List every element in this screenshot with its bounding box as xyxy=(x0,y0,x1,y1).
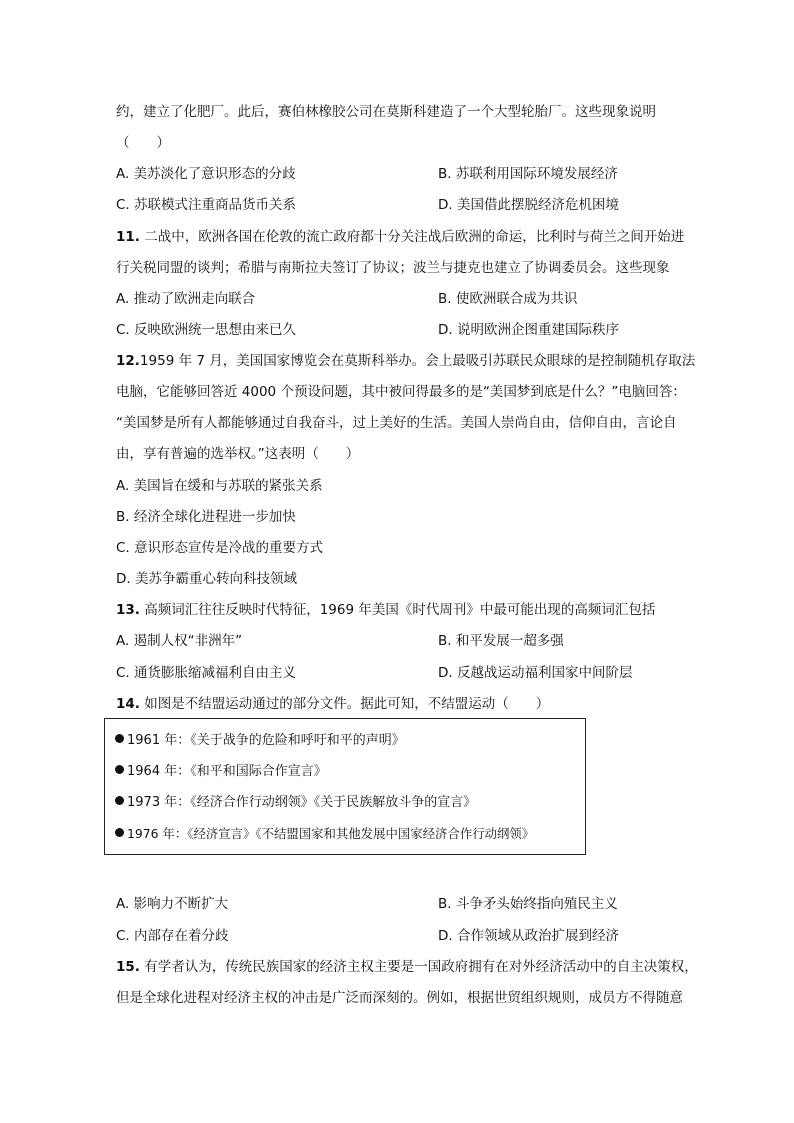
q11-option-d[interactable]: D. 说明欧洲企图重建国际秩序 xyxy=(438,322,619,338)
q12-option-a[interactable]: A. 美国旨在缓和与苏联的紧张关系 xyxy=(116,478,323,494)
q12-stem-line: 由，享有普遍的选举权。”这表明（ ） xyxy=(116,446,360,462)
q12-number: 12. xyxy=(116,353,140,369)
q14-option-b[interactable]: B. 斗争矛头始终指向殖民主义 xyxy=(438,896,618,912)
q11-stem-line: 行关税同盟的谈判；希腊与南斯拉夫签订了协议；波兰与捷克也建立了协调委员会。这些现象 xyxy=(116,260,670,276)
q13-option-c[interactable]: C. 通货膨胀缩减福利自由主义 xyxy=(116,665,297,681)
q11-number: 11. xyxy=(116,229,140,245)
q15-stem-line: 15. 有学者认为，传统民族国家的经济主权主要是一国政府拥有在对外经济活动中的自主决策权， xyxy=(116,959,698,975)
q14-number: 14. xyxy=(116,696,140,712)
q10-option-c[interactable]: C. 苏联模式注重商品货币关系 xyxy=(116,197,297,213)
q14-box-item: 1976 年：《经济宣言》《不结盟国家和其他发展中国家经济合作行动纲领》 xyxy=(115,824,534,844)
q12-option-b[interactable]: B. 经济全球化进程进一步加快 xyxy=(116,509,296,525)
q10-answer-paren: （ ） xyxy=(116,135,170,151)
q12-stem-line: 电脑，它能够回答近 4000 个预设问题，其中被问得最多的是“美国梦到底是什么？”电脑回答： xyxy=(116,384,686,400)
q12-option-c[interactable]: C. 意识形态宣传是冷战的重要方式 xyxy=(116,540,324,556)
q14-box-item: 1964 年：《和平和国际合作宣言》 xyxy=(115,762,327,782)
q15-stem-line: 但是全球化进程对经济主权的冲击是广泛而深刻的。例如，根据世贸组织规则，成员方不得随意 xyxy=(116,990,683,1006)
bullet-icon xyxy=(115,734,124,743)
q10-option-b[interactable]: B. 苏联利用国际环境发展经济 xyxy=(438,166,618,182)
q10-text-line: 约，建立了化肥厂。此后，赛伯林橡胶公司在莫斯科建造了一个大型轮胎厂。这些现象说明 xyxy=(116,104,656,120)
q15-number: 15. xyxy=(116,959,140,975)
q13-stem-line: 13. 高频词汇往往反映时代特征，1969 年美国《时代周刊》中最可能出现的高频词汇包括 xyxy=(116,602,656,618)
q11-option-a[interactable]: A. 推动了欧洲走向联合 xyxy=(116,291,256,307)
q14-option-d[interactable]: D. 合作领域从政治扩展到经济 xyxy=(438,928,619,944)
q11-option-b[interactable]: B. 使欧洲联合成为共识 xyxy=(438,291,578,307)
q14-box-item: 1973 年：《经济合作行动纲领》《关于民族解放斗争的宣言》 xyxy=(115,793,476,813)
q14-option-a[interactable]: A. 影响力不断扩大 xyxy=(116,896,229,912)
bullet-icon xyxy=(115,828,124,837)
q10-option-d[interactable]: D. 美国借此摆脱经济危机困境 xyxy=(438,197,619,213)
q11-option-c[interactable]: C. 反映欧洲统一思想由来已久 xyxy=(116,322,297,338)
bullet-icon xyxy=(115,796,124,805)
q10-option-a[interactable]: A. 美苏淡化了意识形态的分歧 xyxy=(116,166,296,182)
q14-option-c[interactable]: C. 内部存在着分歧 xyxy=(116,928,229,944)
q14-box-item: 1961 年：《关于战争的危险和呼吁和平的声明》 xyxy=(115,731,405,751)
q14-document-box xyxy=(104,718,586,855)
q13-number: 13. xyxy=(116,602,140,618)
bullet-icon xyxy=(115,765,124,774)
q12-option-d[interactable]: D. 美苏争霸重心转向科技领域 xyxy=(116,571,297,587)
q14-stem-line: 14. 如图是不结盟运动通过的部分文件。据此可知，不结盟运动（ ） xyxy=(116,696,550,712)
q11-stem-line: 11. 二战中，欧洲各国在伦敦的流亡政府都十分关注战后欧洲的命运，比利时与荷兰之间开始进 xyxy=(116,229,685,245)
q13-option-d[interactable]: D. 反越战运动福利国家中间阶层 xyxy=(438,665,633,681)
q13-option-a[interactable]: A. 遏制人权“非洲年” xyxy=(116,633,243,649)
q12-stem-line: “美国梦是所有人都能够通过自我奋斗，过上美好的生活。美国人崇尚自由，信仰自由，言论自 xyxy=(116,415,677,431)
q13-option-b[interactable]: B. 和平发展一超多强 xyxy=(438,633,564,649)
q12-stem-line: 12.1959 年 7 月，美国国家博览会在莫斯科举办。会上最吸引苏联民众眼球的是控制随机存取法 xyxy=(116,353,696,369)
